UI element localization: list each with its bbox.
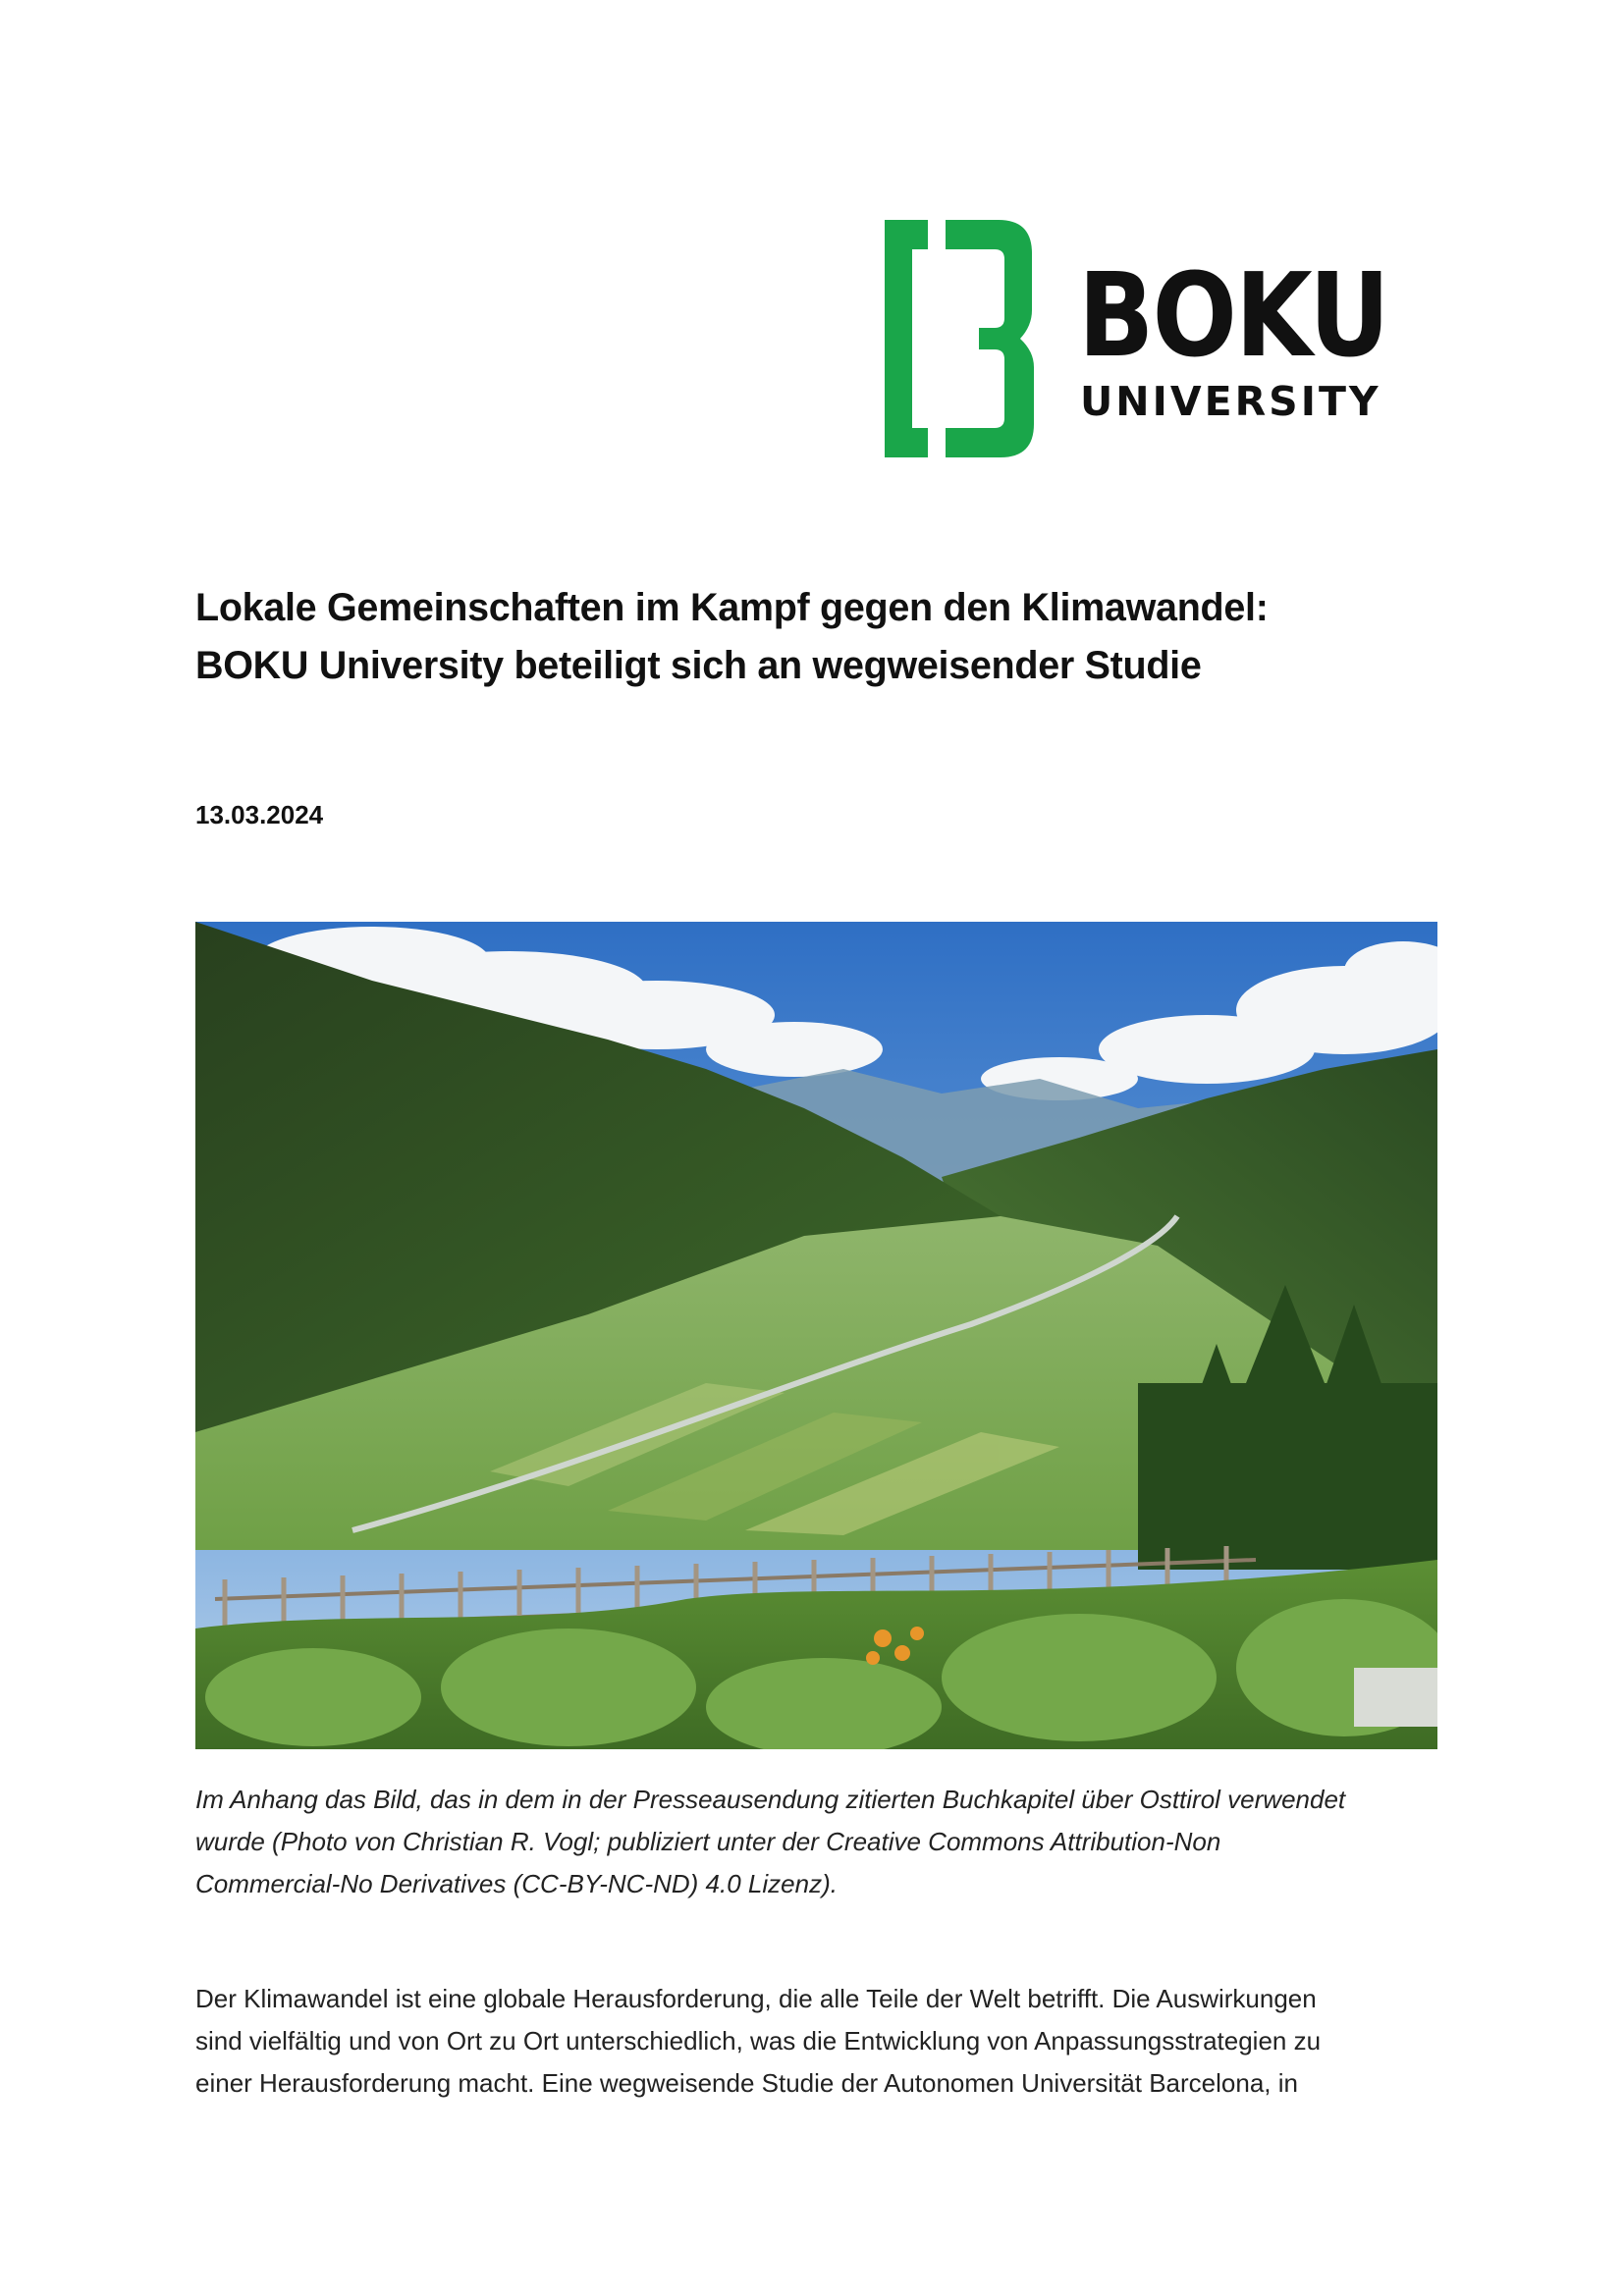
caption-line-3: Commercial-No Derivatives (CC-BY-NC-ND) 4.0 Lizenz). [195, 1869, 838, 1898]
body-line-3: einer Herausforderung macht. Eine wegweisende Studie der Autonomen Universität Barcelona, in [195, 2068, 1298, 2098]
title-line-2: BOKU University beteiligt sich an wegweisender Studie [195, 644, 1202, 687]
boku-logo [885, 220, 1388, 460]
logo-wordmark: BOKU [1078, 247, 1388, 383]
boku-bracket-logo-icon [885, 220, 1042, 457]
publication-date: 13.03.2024 [195, 800, 324, 829]
body-paragraph [195, 1978, 1442, 2105]
landscape-photo [195, 922, 1437, 1749]
page-title [195, 579, 1462, 695]
caption-line-2: wurde (Photo von Christian R. Vogl; publiziert unter der Creative Commons Attribution-Non [195, 1827, 1221, 1856]
body-line-1: Der Klimawandel ist eine globale Herausforderung, die alle Teile der Welt betrifft. Die Auswirkungen [195, 1984, 1317, 2013]
caption-line-1: Im Anhang das Bild, das in dem in der Presseausendung zitierten Buchkapitel über Osttirol verwendet [195, 1785, 1346, 1814]
title-line-1: Lokale Gemeinschaften im Kampf gegen den Klimawandel: [195, 586, 1269, 629]
body-line-2: sind vielfältig und von Ort zu Ort unterschiedlich, was die Entwicklung von Anpassungsstrategien zu [195, 2026, 1322, 2056]
logo-subline: UNIVERSITY [1080, 378, 1381, 425]
photo-caption [195, 1779, 1442, 1905]
